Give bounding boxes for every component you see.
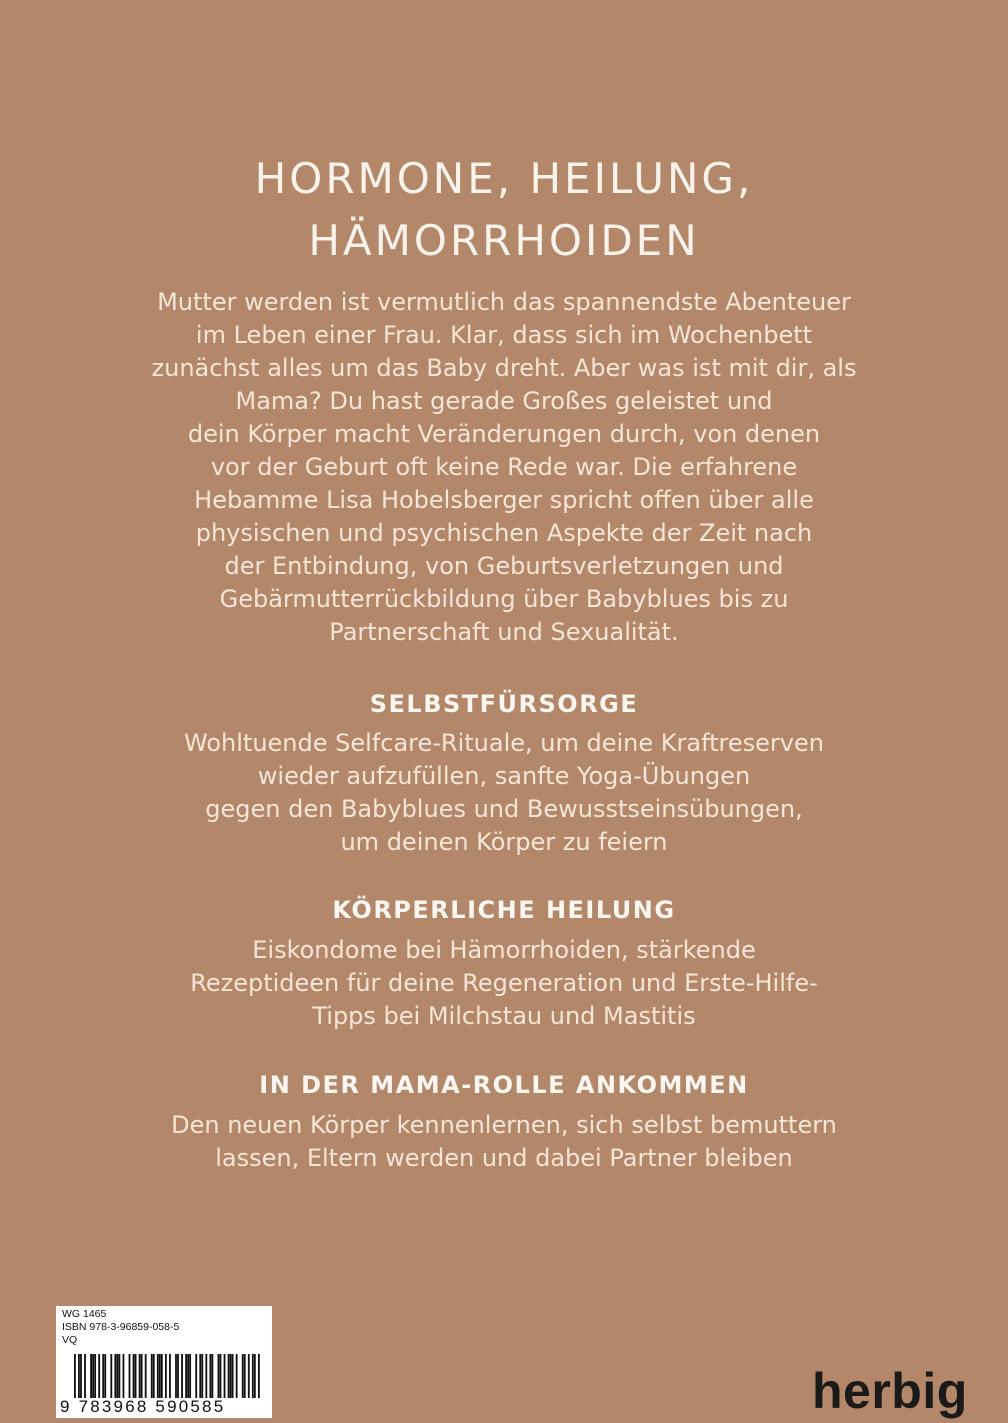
barcode-bar — [195, 1354, 197, 1398]
warengruppe-text: WG 1465 — [62, 1308, 107, 1320]
barcode-bar — [199, 1354, 201, 1398]
section-heading-koerperliche-heilung: KÖRPERLICHE HEILUNG — [332, 896, 676, 924]
barcode-bar — [165, 1354, 167, 1398]
barcode-bar — [98, 1354, 100, 1398]
barcode-bar — [230, 1354, 232, 1398]
intro-line: vor der Geburt oft keine Rede war. Die erfahrene — [210, 453, 798, 481]
section-line: wieder aufzufüllen, sanfte Yoga-Übungen — [257, 762, 751, 790]
barcode-bar — [110, 1354, 112, 1398]
section-line: gegen den Babyblues und Bewusstseinsübungen, — [205, 795, 803, 823]
barcode-bar — [94, 1354, 96, 1398]
section-line: Eiskondome bei Hämorrhoiden, stärkende — [252, 936, 756, 964]
section-text-koerperliche-heilung — [100, 934, 908, 1033]
section-line: Rezeptideen für deine Regeneration und Erste-Hilfe- — [190, 969, 818, 997]
barcode-bar — [205, 1354, 207, 1398]
barcode-bar — [118, 1354, 120, 1398]
barcode-bar — [187, 1354, 189, 1398]
barcode-bars — [74, 1354, 260, 1398]
barcode-bar — [177, 1354, 179, 1398]
title-line-1: HORMONE, HEILUNG, — [254, 154, 754, 203]
barcode-bar — [209, 1354, 211, 1398]
barcode-bar — [133, 1354, 135, 1398]
section-line: lassen, Eltern werden und dabei Partner bleiben — [215, 1144, 793, 1172]
intro-line: Mama? Du hast gerade Großes geleistet und — [235, 387, 773, 415]
barcode-bar — [248, 1354, 250, 1398]
barcode-bar — [185, 1354, 187, 1398]
intro-line: Hebamme Lisa Hobelsberger spricht offen über alle — [194, 486, 814, 514]
barcode-bar — [159, 1354, 161, 1398]
barcode-bar — [254, 1354, 256, 1398]
barcode-bar — [114, 1354, 116, 1398]
title-line-2: HÄMORRHOIDEN — [308, 216, 700, 265]
intro-line: im Leben einer Frau. Klar, dass sich im Wochenbett — [195, 321, 813, 349]
barcode-bar — [252, 1354, 254, 1398]
barcode-bar — [90, 1354, 92, 1398]
barcode-bar — [135, 1354, 137, 1398]
section-heading-mama-rolle: IN DER MAMA-ROLLE ANKOMMEN — [259, 1071, 749, 1099]
barcode-bar — [129, 1354, 131, 1398]
section-line: Wohltuende Selfcare-Rituale, um deine Kraftreserven — [184, 729, 824, 757]
section-text-mama-rolle — [100, 1109, 908, 1175]
barcode-bar — [201, 1354, 203, 1398]
barcode-bar — [84, 1354, 86, 1398]
barcode-bar — [161, 1354, 163, 1398]
section-line: Den neuen Körper kennenlernen, sich selbst bemuttern — [171, 1111, 837, 1139]
barcode-bar — [244, 1354, 246, 1398]
barcode-bar — [211, 1354, 213, 1398]
section-heading-selbstfuersorge: SELBSTFÜRSORGE — [369, 690, 639, 718]
barcode-bar — [258, 1354, 260, 1398]
barcode-bar — [175, 1354, 177, 1398]
barcode-bar — [123, 1354, 125, 1398]
barcode-bar — [92, 1354, 94, 1398]
barcode-bar — [104, 1354, 106, 1398]
barcode-bar — [169, 1354, 171, 1398]
isbn-barcode-label — [56, 1306, 272, 1418]
barcode-bar — [102, 1354, 104, 1398]
intro-line: dein Körper macht Veränderungen durch, von denen — [187, 420, 821, 448]
barcode-bar — [242, 1354, 244, 1398]
cover-title — [0, 148, 1008, 272]
barcode-bar — [74, 1354, 76, 1398]
barcode-bar — [224, 1354, 226, 1398]
intro-line: physischen und psychischen Aspekte der Zeit nach — [195, 519, 813, 547]
barcode-bar — [151, 1354, 153, 1398]
section-line: um deinen Körper zu feiern — [340, 828, 668, 856]
intro-paragraph — [100, 286, 908, 649]
barcode-bar — [181, 1354, 183, 1398]
barcode-code-text: VQ — [62, 1334, 78, 1346]
section-line: Tipps bei Milchstau und Mastitis — [312, 1002, 696, 1030]
intro-line: der Entbindung, von Geburtsverletzungen und — [224, 552, 784, 580]
barcode-bar — [116, 1354, 118, 1398]
barcode-bar — [232, 1354, 234, 1398]
barcode-bar — [236, 1354, 238, 1398]
barcode-bar — [78, 1354, 80, 1398]
barcode-bar — [189, 1354, 191, 1398]
barcode-bar — [145, 1354, 147, 1398]
intro-line: zunächst alles um das Baby dreht. Aber was ist mit dir, als — [151, 354, 857, 382]
intro-line: Mutter werden ist vermutlich das spannendste Abenteuer — [157, 288, 851, 316]
isbn-text: ISBN 978-3-96859-058-5 — [62, 1321, 180, 1333]
barcode-bar — [153, 1354, 155, 1398]
barcode-bar — [139, 1354, 141, 1398]
barcode-bar — [220, 1354, 222, 1398]
barcode-digits: 9 783968 590585 — [60, 1397, 226, 1416]
intro-line: Partnerschaft und Sexualität. — [329, 618, 679, 646]
barcode-bar — [228, 1354, 230, 1398]
barcode-bar — [157, 1354, 159, 1398]
barcode-bar — [80, 1354, 82, 1398]
barcode-bar — [218, 1354, 220, 1398]
publisher-logo: herbig — [812, 1363, 968, 1419]
intro-line: Gebärmutterrückbildung über Babyblues bis zu — [219, 585, 789, 613]
barcode-bar — [141, 1354, 143, 1398]
section-text-selbstfuersorge — [100, 727, 908, 859]
